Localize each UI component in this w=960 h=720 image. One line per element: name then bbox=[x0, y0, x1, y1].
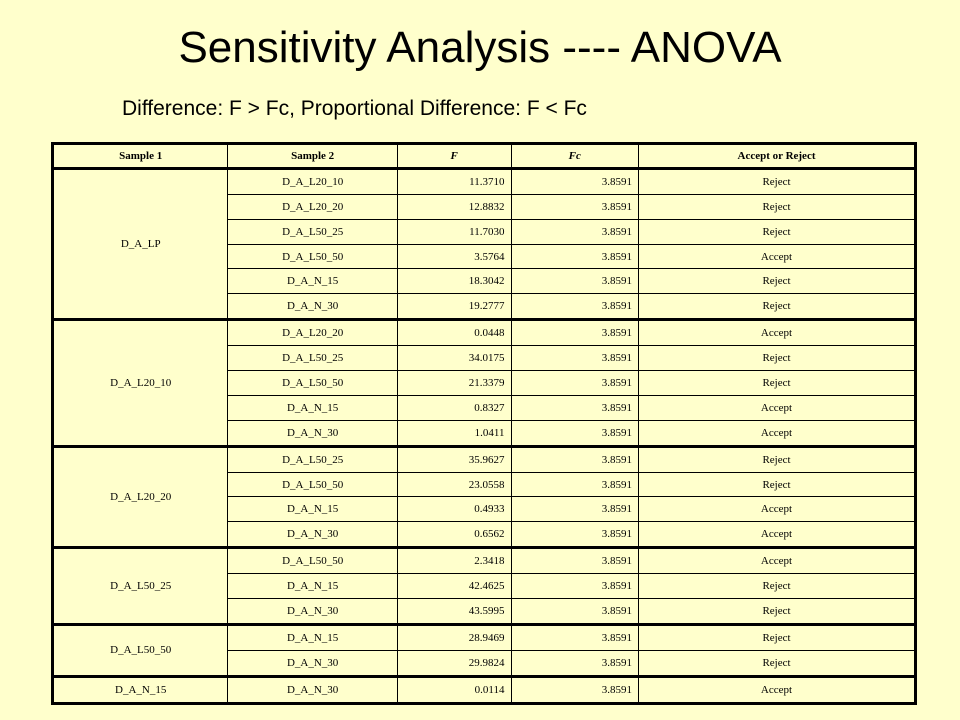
f-value-cell: 2.3418 bbox=[397, 548, 511, 574]
fc-value-cell: 3.8591 bbox=[511, 395, 639, 420]
fc-value-cell: 3.8591 bbox=[511, 294, 639, 320]
sample-2-cell: D_A_L50_50 bbox=[228, 244, 397, 269]
fc-value-cell: 3.8591 bbox=[511, 194, 639, 219]
fc-value-cell: 3.8591 bbox=[511, 574, 639, 599]
page-title: Sensitivity Analysis ---- ANOVA bbox=[178, 23, 782, 72]
sample-2-cell: D_A_L50_25 bbox=[228, 219, 397, 244]
sample-2-cell: D_A_N_15 bbox=[228, 497, 397, 522]
f-value-cell: 0.0448 bbox=[397, 320, 511, 346]
f-value-cell: 19.2777 bbox=[397, 294, 511, 320]
sample-2-cell: D_A_N_15 bbox=[228, 269, 397, 294]
fc-value-cell: 3.8591 bbox=[511, 346, 639, 371]
result-cell: Reject bbox=[639, 194, 916, 219]
header-sample-1: Sample 1 bbox=[53, 144, 228, 169]
result-cell: Reject bbox=[639, 346, 916, 371]
f-value-cell: 35.9627 bbox=[397, 446, 511, 472]
result-cell: Accept bbox=[639, 497, 916, 522]
sample-2-cell: D_A_L50_25 bbox=[228, 346, 397, 371]
result-cell: Reject bbox=[639, 472, 916, 497]
result-cell: Accept bbox=[639, 320, 916, 346]
sample-2-cell: D_A_N_30 bbox=[228, 420, 397, 446]
fc-value-cell: 3.8591 bbox=[511, 269, 639, 294]
f-value-cell: 23.0558 bbox=[397, 472, 511, 497]
fc-value-cell: 3.8591 bbox=[511, 650, 639, 676]
sample-1-cell: D_A_N_15 bbox=[53, 676, 228, 703]
f-value-cell: 34.0175 bbox=[397, 346, 511, 371]
sample-2-cell: D_A_N_30 bbox=[228, 650, 397, 676]
sample-2-cell: D_A_N_30 bbox=[228, 522, 397, 548]
fc-value-cell: 3.8591 bbox=[511, 420, 639, 446]
result-cell: Reject bbox=[639, 650, 916, 676]
f-value-cell: 3.5764 bbox=[397, 244, 511, 269]
sample-2-cell: D_A_L20_20 bbox=[228, 194, 397, 219]
f-value-cell: 11.7030 bbox=[397, 219, 511, 244]
header-accept-or-reject: Accept or Reject bbox=[639, 144, 916, 169]
table-row bbox=[53, 548, 916, 574]
result-cell: Reject bbox=[639, 574, 916, 599]
sample-1-cell: D_A_L50_25 bbox=[53, 548, 228, 625]
f-value-cell: 18.3042 bbox=[397, 269, 511, 294]
result-cell: Reject bbox=[639, 624, 916, 650]
fc-value-cell: 3.8591 bbox=[511, 371, 639, 396]
result-cell: Reject bbox=[639, 219, 916, 244]
f-value-cell: 43.5995 bbox=[397, 599, 511, 625]
page-subtitle: Difference: F > Fc, Proportional Difference: F < Fc bbox=[122, 97, 587, 120]
sample-1-cell: D_A_L50_50 bbox=[53, 624, 228, 676]
result-cell: Accept bbox=[639, 548, 916, 574]
f-value-cell: 12.8832 bbox=[397, 194, 511, 219]
result-cell: Reject bbox=[639, 169, 916, 195]
table-row bbox=[53, 624, 916, 650]
f-value-cell: 42.4625 bbox=[397, 574, 511, 599]
f-value-cell: 11.3710 bbox=[397, 169, 511, 195]
sample-1-cell: D_A_L20_20 bbox=[53, 446, 228, 548]
f-value-cell: 28.9469 bbox=[397, 624, 511, 650]
fc-value-cell: 3.8591 bbox=[511, 320, 639, 346]
f-value-cell: 0.6562 bbox=[397, 522, 511, 548]
sample-2-cell: D_A_N_15 bbox=[228, 395, 397, 420]
sample-2-cell: D_A_L50_50 bbox=[228, 548, 397, 574]
result-cell: Accept bbox=[639, 676, 916, 703]
f-value-cell: 1.0411 bbox=[397, 420, 511, 446]
anova-table bbox=[51, 142, 917, 705]
fc-value-cell: 3.8591 bbox=[511, 169, 639, 195]
sample-1-cell: D_A_L20_10 bbox=[53, 320, 228, 446]
table-row bbox=[53, 446, 916, 472]
fc-value-cell: 3.8591 bbox=[511, 599, 639, 625]
fc-value-cell: 3.8591 bbox=[511, 244, 639, 269]
table-row bbox=[53, 320, 916, 346]
fc-value-cell: 3.8591 bbox=[511, 446, 639, 472]
result-cell: Reject bbox=[639, 371, 916, 396]
table-body bbox=[53, 169, 916, 704]
result-cell: Accept bbox=[639, 395, 916, 420]
fc-value-cell: 3.8591 bbox=[511, 497, 639, 522]
result-cell: Accept bbox=[639, 420, 916, 446]
fc-value-cell: 3.8591 bbox=[511, 472, 639, 497]
f-value-cell: 0.8327 bbox=[397, 395, 511, 420]
fc-value-cell: 3.8591 bbox=[511, 624, 639, 650]
header-f: F bbox=[397, 144, 511, 169]
result-cell: Reject bbox=[639, 599, 916, 625]
sample-2-cell: D_A_L20_20 bbox=[228, 320, 397, 346]
fc-value-cell: 3.8591 bbox=[511, 522, 639, 548]
result-cell: Accept bbox=[639, 244, 916, 269]
sample-2-cell: D_A_L20_10 bbox=[228, 169, 397, 195]
sample-2-cell: D_A_N_30 bbox=[228, 676, 397, 703]
sample-2-cell: D_A_N_30 bbox=[228, 599, 397, 625]
f-value-cell: 29.9824 bbox=[397, 650, 511, 676]
sample-2-cell: D_A_L50_50 bbox=[228, 472, 397, 497]
sample-2-cell: D_A_N_30 bbox=[228, 294, 397, 320]
fc-value-cell: 3.8591 bbox=[511, 219, 639, 244]
result-cell: Reject bbox=[639, 446, 916, 472]
f-value-cell: 0.0114 bbox=[397, 676, 511, 703]
f-value-cell: 21.3379 bbox=[397, 371, 511, 396]
header-sample-2: Sample 2 bbox=[228, 144, 397, 169]
header-fc: Fc bbox=[511, 144, 639, 169]
sample-2-cell: D_A_N_15 bbox=[228, 574, 397, 599]
sample-2-cell: D_A_L50_50 bbox=[228, 371, 397, 396]
header-row bbox=[53, 144, 916, 169]
table-header bbox=[53, 144, 916, 169]
sample-2-cell: D_A_N_15 bbox=[228, 624, 397, 650]
table-row bbox=[53, 169, 916, 195]
result-cell: Reject bbox=[639, 294, 916, 320]
f-value-cell: 0.4933 bbox=[397, 497, 511, 522]
result-cell: Accept bbox=[639, 522, 916, 548]
sample-2-cell: D_A_L50_25 bbox=[228, 446, 397, 472]
table-row bbox=[53, 676, 916, 703]
result-cell: Reject bbox=[639, 269, 916, 294]
fc-value-cell: 3.8591 bbox=[511, 676, 639, 703]
fc-value-cell: 3.8591 bbox=[511, 548, 639, 574]
sample-1-cell: D_A_LP bbox=[53, 169, 228, 320]
